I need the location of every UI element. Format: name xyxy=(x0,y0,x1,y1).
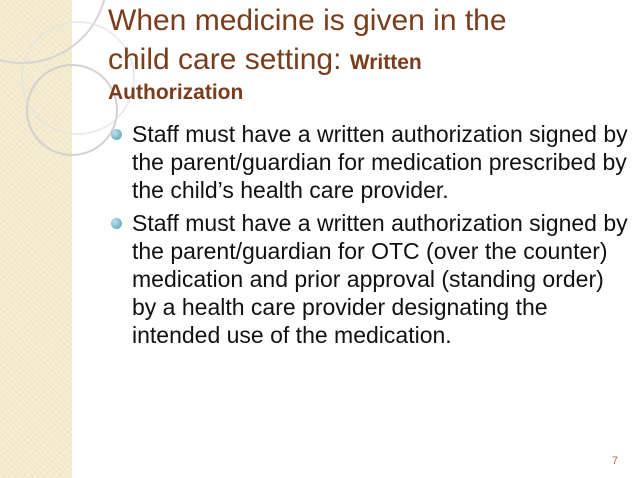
title-line-3: Authorization xyxy=(108,81,244,104)
list-item xyxy=(108,209,628,349)
slide-title xyxy=(108,2,608,108)
bullet-text: Staff must have a written authorization signed by the parent/guardian for OTC (over the counter) medication and prior approval (standing order) by a health care provider designating the intended use of the medication. xyxy=(132,210,628,348)
bullet-icon xyxy=(111,129,122,140)
deco-circle-top xyxy=(0,0,107,63)
bullet-list xyxy=(108,120,628,349)
title-line-2 xyxy=(108,40,608,78)
deco-circle-mid xyxy=(27,65,117,155)
bullet-icon xyxy=(111,218,122,229)
page-number: 7 xyxy=(611,455,618,467)
title-line-2-sub: Written xyxy=(349,51,422,74)
bullet-text: Staff must have a written authorization signed by the parent/guardian for medication prescribed by the child’s health care provider. xyxy=(132,121,628,203)
list-item xyxy=(108,120,628,204)
title-line-1: When medicine is given in the xyxy=(108,4,507,37)
title-line-2-main: child care setting: xyxy=(108,43,350,76)
